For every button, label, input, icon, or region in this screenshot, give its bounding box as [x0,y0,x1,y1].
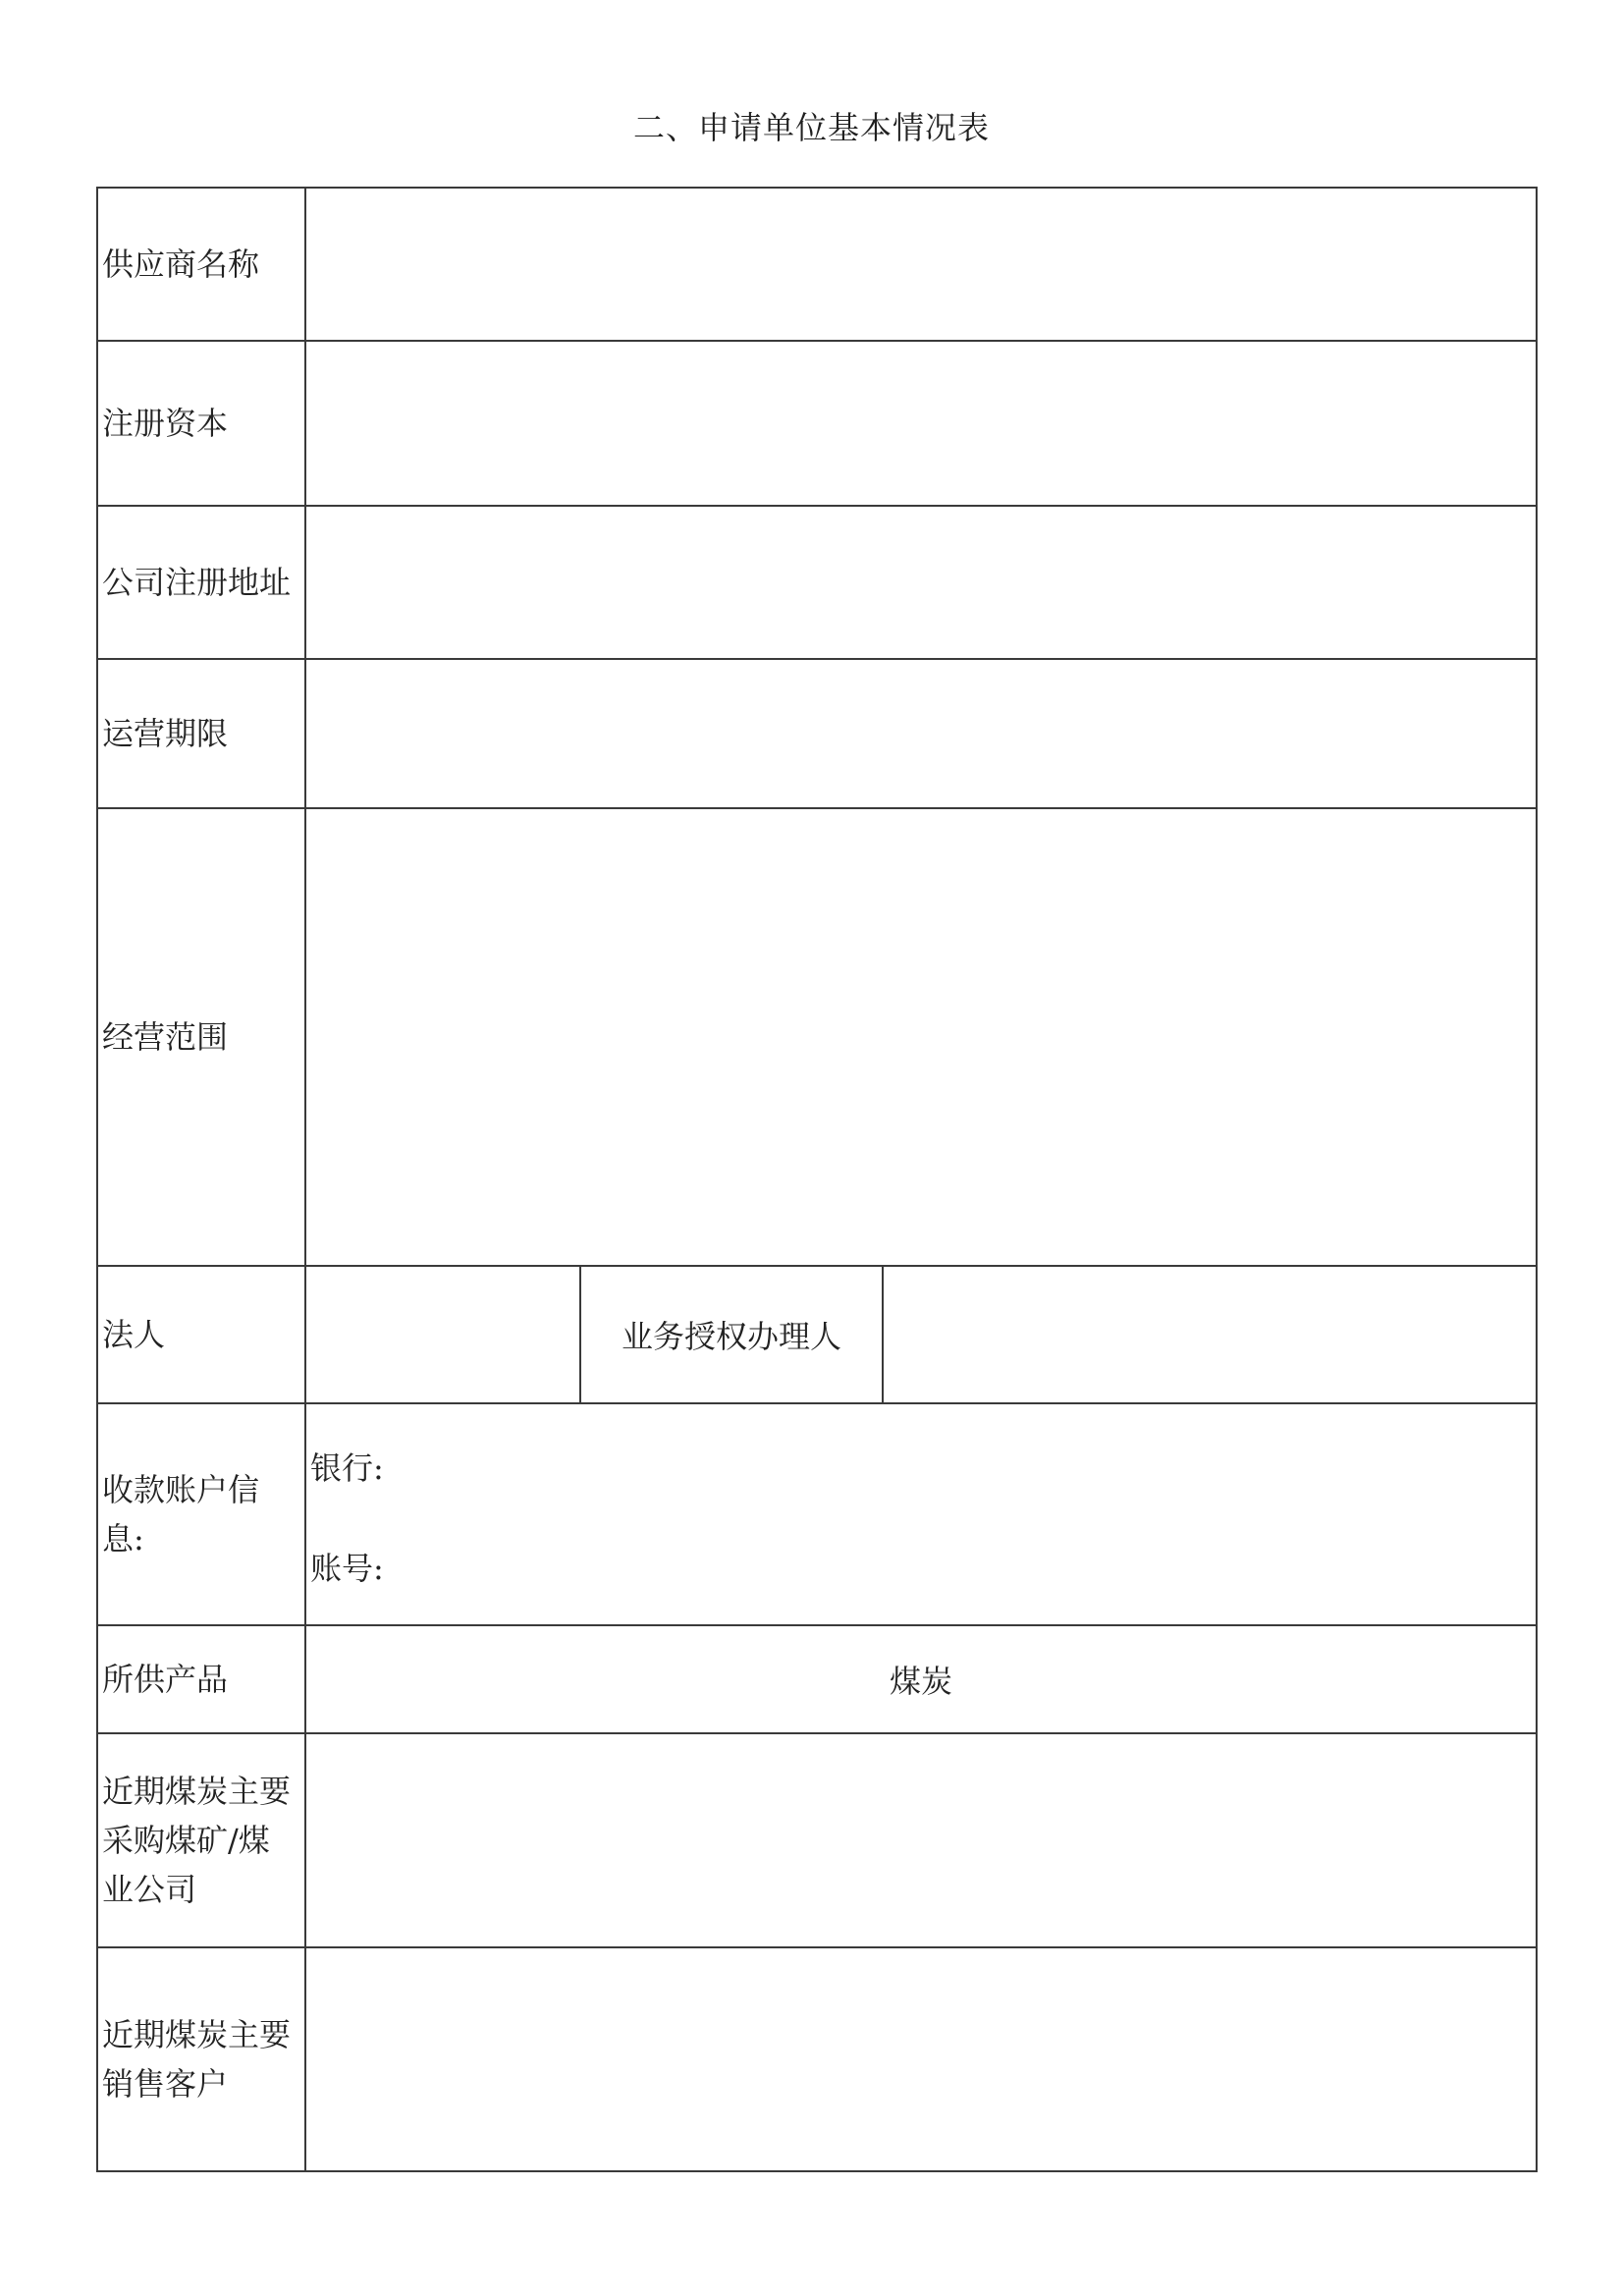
bank-label: 银行: [310,1449,384,1487]
label-main-customers [98,1948,306,2170]
product-value: 煤炭 [889,1663,952,1700]
label-supplier-name [98,189,306,340]
label-text: 经营范围 [102,1018,229,1056]
label-text: 所供产品 [102,1661,229,1698]
row-business-scope [98,809,1536,1267]
row-product [98,1626,1536,1734]
row-legal-person [98,1267,1536,1404]
label-text-line-1: 收款账户信 [102,1471,260,1508]
main-suppliers-field[interactable] [306,1734,1536,1946]
label-authorized-agent [579,1267,884,1402]
row-registered-address [98,507,1536,660]
label-text: 法人 [102,1316,166,1353]
label-business-scope [98,809,306,1265]
product-field [306,1626,1536,1732]
registered-capital-field[interactable] [306,342,1536,505]
label-text-line-2: 销售客户 [102,2065,229,2103]
legal-person-value-area [306,1267,1536,1402]
label-text-line-2: 息: [102,1520,144,1558]
label-text: 公司注册地址 [102,564,292,601]
row-supplier-name [98,189,1536,342]
label-product [98,1626,306,1732]
registered-address-field[interactable] [306,507,1536,658]
label-legal-person [98,1267,306,1402]
application-info-table [96,187,1538,2172]
label-account-info [98,1404,306,1624]
label-text: 注册资本 [102,405,229,442]
label-text-line-1: 近期煤炭主要 [102,1773,292,1810]
main-customers-field[interactable] [306,1948,1536,2170]
row-main-customers [98,1948,1536,2170]
label-registered-capital [98,342,306,505]
label-text-line-3: 业公司 [102,1871,197,1908]
label-text-line-2: 采购煤矿/煤 [102,1822,270,1859]
label-text: 供应商名称 [102,246,260,283]
row-account-info [98,1404,1536,1626]
legal-person-field[interactable] [306,1267,579,1402]
row-main-suppliers [98,1734,1536,1948]
label-text: 运营期限 [102,715,229,752]
form-title: 二、申请单位基本情况表 [632,109,990,146]
label-registered-address [98,507,306,658]
account-number-label: 账号: [310,1550,384,1587]
label-text: 业务授权办理人 [621,1318,841,1355]
row-registered-capital [98,342,1536,507]
label-main-suppliers [98,1734,306,1946]
authorized-agent-field[interactable] [884,1267,1536,1402]
operating-period-field[interactable] [306,660,1536,807]
label-operating-period [98,660,306,807]
row-operating-period [98,660,1536,809]
label-text-line-1: 近期煤炭主要 [102,2016,292,2053]
supplier-name-field[interactable] [306,189,1536,340]
business-scope-field[interactable] [306,809,1536,1265]
account-info-area [306,1404,1536,1624]
